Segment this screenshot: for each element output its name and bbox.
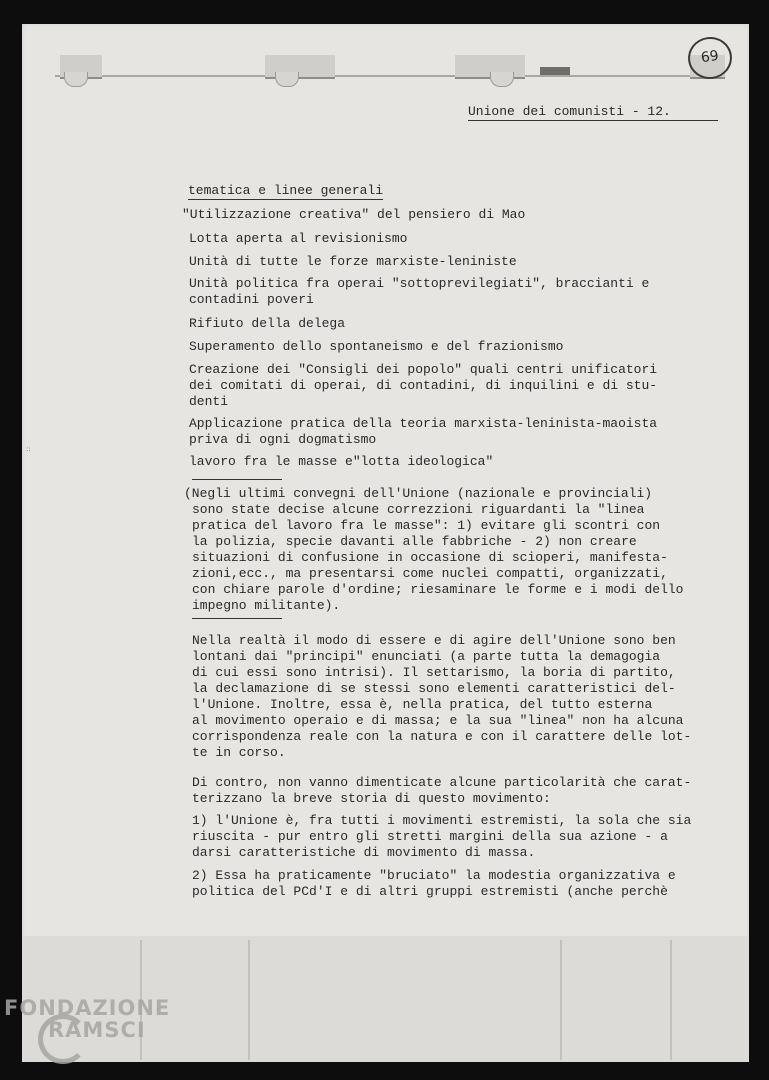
body-line: te in corso.	[192, 745, 286, 760]
theme-item: Unità politica fra operai "sottoprevilegiati", braccianti e	[189, 276, 650, 291]
note-line: sono state decise alcune correzzioni riguardanti la "linea	[192, 502, 645, 517]
body-line: l'Unione. Inoltre, essa è, nella pratica, del tutto esterna	[192, 697, 653, 712]
body-line: di cui essi sono intrisi). Il settarismo, la boria di partito,	[192, 665, 676, 680]
document-header: Unione dei comunisti - 12.	[468, 104, 718, 121]
body-line: Nella realtà il modo di essere e di agire dell'Unione sono ben	[192, 633, 676, 648]
point-line: darsi caratteristiche di movimento di massa.	[192, 845, 536, 860]
body-line: corrispondenza reale con la natura e con il carattere delle lot-	[192, 729, 692, 744]
body-line: al movimento operaio e di massa; e la sua "linea" non ha alcuna	[192, 713, 684, 728]
separator-rule	[192, 479, 282, 480]
theme-item: Unità di tutte le forze marxiste-leniniste	[189, 254, 517, 269]
theme-item: lavoro fra le masse e"lotta ideologica"	[189, 454, 494, 469]
note-line: impegno militante).	[192, 598, 341, 613]
theme-item: priva di ogni dogmatismo	[189, 432, 377, 447]
fold-line	[248, 940, 250, 1060]
watermark-line2: RAMSCI	[48, 1018, 146, 1042]
margin-mark: ::	[26, 445, 31, 453]
section-title: tematica e linee generali	[188, 183, 384, 198]
fold-line	[560, 940, 562, 1060]
point-line: riuscita - pur entro gli stretti margini della sua azione - a	[192, 829, 668, 844]
note-line: pratica del lavoro fra le masse": 1) evitare gli scontri con	[192, 518, 661, 533]
theme-item: Applicazione pratica della teoria marxista-leninista-maoista	[189, 416, 658, 431]
fold-line	[670, 940, 672, 1060]
note-line: situazioni di confusione in occasione di scioperi, manifesta-	[192, 550, 668, 565]
page-number-stamp: 69	[685, 34, 734, 82]
watermark-line1: FONDAZIONE	[4, 996, 171, 1020]
separator-rule	[192, 618, 282, 619]
theme-item: Creazione dei "Consigli dei popolo" quali centri unificatori	[189, 362, 658, 377]
theme-item: denti	[189, 394, 229, 409]
watermark-logo-g	[38, 1014, 88, 1064]
binding-tab	[540, 67, 570, 75]
archive-watermark	[4, 996, 170, 1042]
note-line: la polizia, specie davanti alle fabbriche - 2) non creare	[192, 534, 637, 549]
body-line: terizzano la breve storia di questo movimento:	[192, 791, 551, 806]
theme-item: Lotta aperta al revisionismo	[189, 231, 408, 246]
body-line: Di contro, non vanno dimenticate alcune particolarità che carat-	[192, 775, 692, 790]
theme-item: Superamento dello spontaneismo e del frazionismo	[189, 339, 564, 354]
note-line: zioni,ecc., ma presentarsi come nuclei compatti, organizzati,	[192, 566, 668, 581]
theme-item: "Utilizzazione creativa" del pensiero di Mao	[182, 207, 526, 222]
binding-edge	[55, 75, 720, 77]
point-line: politica del PCd'I e di altri gruppi estremisti (anche perchè	[192, 884, 668, 899]
body-line: la declamazione di se stessi sono elementi caratteristici del-	[192, 681, 676, 696]
body-line: lontani dai "principi" enunciati (a parte tutta la demagogia	[192, 649, 661, 664]
point-line: 2) Essa ha praticamente "bruciato" la modestia organizzativa e	[192, 868, 676, 883]
note-line: con chiare parole d'ordine; riesaminare le forme e i modi dello	[192, 582, 684, 597]
theme-item: dei comitati di operai, di contadini, di inquilini e di stu-	[189, 378, 658, 393]
theme-item: Rifiuto della delega	[189, 316, 346, 331]
note-line: (Negli ultimi convegni dell'Unione (nazionale e provinciali)	[184, 486, 653, 501]
theme-item: contadini poveri	[189, 292, 314, 307]
point-line: 1) l'Unione è, fra tutti i movimenti estremisti, la sola che sia	[192, 813, 692, 828]
